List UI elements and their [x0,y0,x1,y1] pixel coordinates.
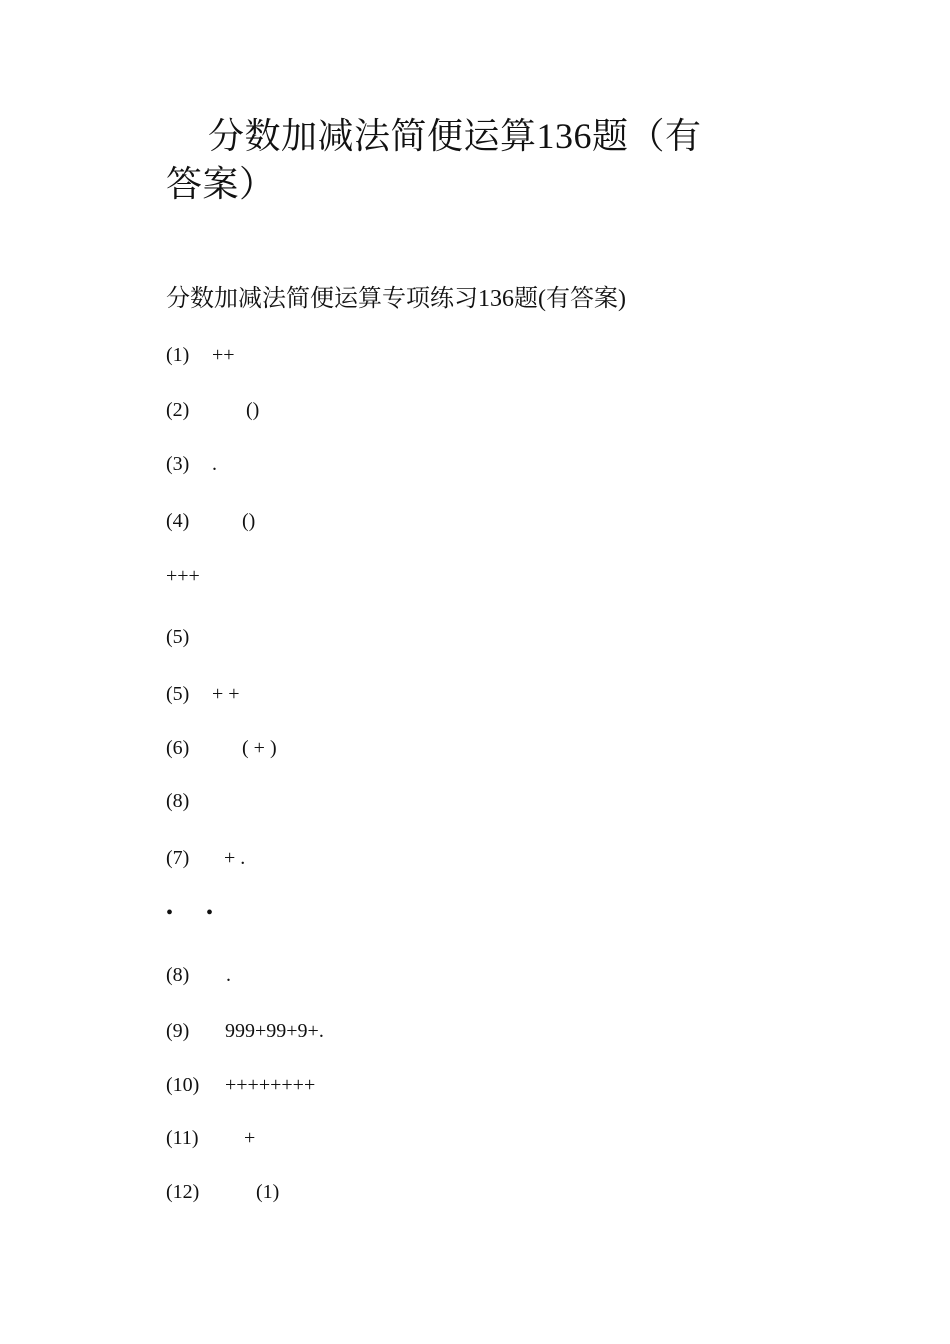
problem-number: (3) [166,453,190,475]
problem-line [166,788,189,814]
problem-expression: () [242,510,256,532]
problem-line [166,342,235,368]
problem-expression: 999+99+9+. [225,1020,324,1042]
problem-number: (5) [166,626,190,648]
problem-expression: + [244,1127,256,1149]
problem-expression: ++++++++ [225,1074,316,1096]
problem-line [166,845,246,871]
problem-line [166,1018,324,1044]
problem-expression: . [226,964,231,986]
problem-expression: ++ [212,344,235,366]
problem-number: (2) [166,399,190,421]
problem-number: (9) [166,1020,190,1042]
problem-expression: + . [224,847,246,869]
problem-line [166,1125,256,1151]
problem-line [166,397,260,423]
problem-number: (12) [166,1181,200,1203]
problem-line [166,681,240,707]
problem-number: (8) [166,790,190,812]
problem-line [166,962,231,988]
problem-expression: +++ [166,565,200,587]
problem-number: (4) [166,510,190,532]
problem-line [166,624,189,650]
problem-number: (7) [166,847,190,869]
problem-expression: () [246,399,260,421]
problem-line [166,508,256,534]
problem-number: (6) [166,737,190,759]
problem-line [166,735,277,761]
problem-number: (10) [166,1074,200,1096]
problem-expression: ( + ) [242,737,277,759]
problem-expression: + + [212,683,240,705]
problem-line [166,1072,316,1098]
problem-number: (11) [166,1127,199,1149]
problem-line [166,451,217,477]
problem-number: (1) [166,344,190,366]
problem-expression: . [212,453,217,475]
bullet-line [166,900,227,926]
problem-expression: (1) [256,1181,280,1203]
document-title: 分数加减法简便运算136题（有答案） [166,116,702,204]
problem-line [166,1179,280,1205]
bullet-marks: • • [166,902,228,924]
document-subtitle: 分数加减法简便运算专项练习136题(有答案) [166,286,626,312]
problem-number: (8) [166,964,190,986]
problem-number: (5) [166,683,190,705]
